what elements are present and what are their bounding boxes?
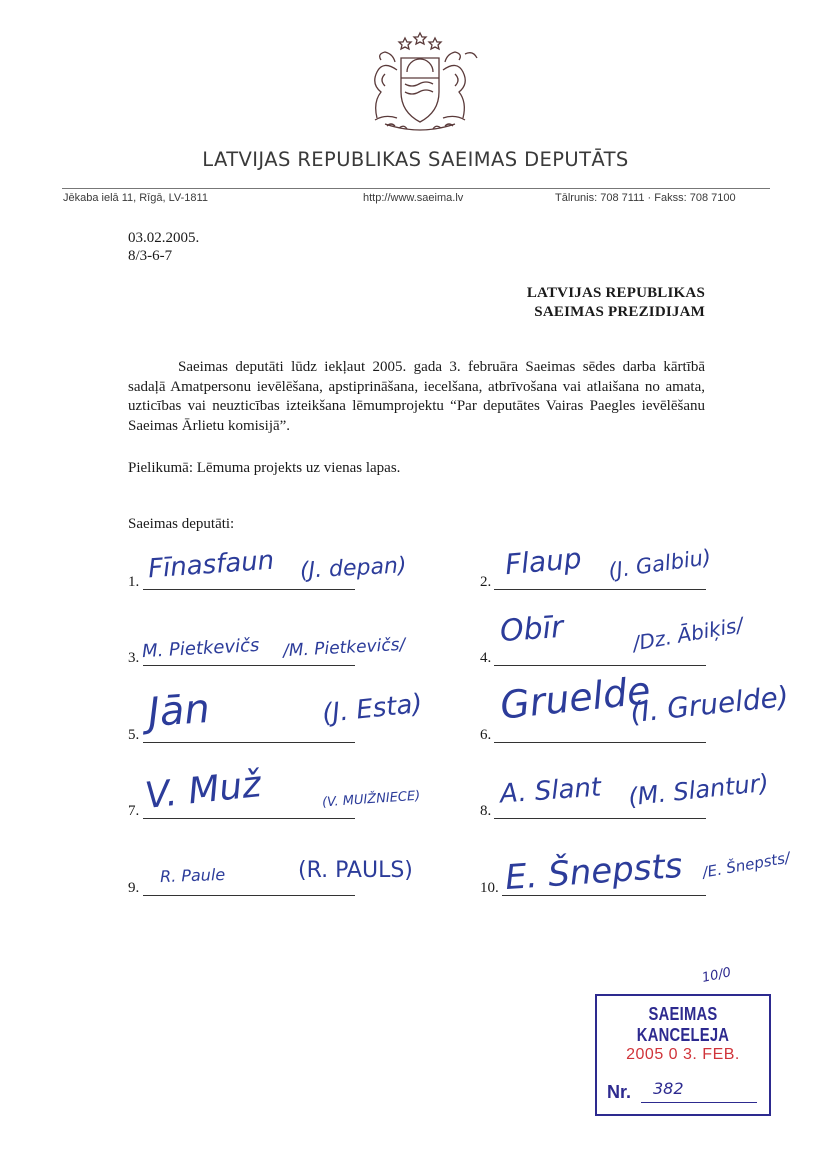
document-date: 03.02.2005. <box>128 230 200 246</box>
signature-number: 9. <box>128 880 140 896</box>
handwritten-printed-name: /Dz. Ābiķis/ <box>630 612 745 656</box>
signature-line <box>143 742 355 743</box>
handwritten-printed-name: (J. depan) <box>299 553 408 584</box>
stamp-nr-line <box>641 1102 757 1103</box>
handwritten-signature: M. Pietkevičs <box>141 634 260 663</box>
stamp-title: SAEIMAS KANCELEJA <box>636 1004 730 1045</box>
body-paragraph <box>128 358 705 436</box>
handwritten-printed-name: (I. Gruelde) <box>628 679 791 730</box>
signature-number: 5. <box>128 727 140 743</box>
letterhead-divider <box>62 188 770 189</box>
handwritten-signature: Obīr <box>498 609 565 650</box>
signature-number: 3. <box>128 650 140 666</box>
handwritten-signature: E. Šnepsts <box>503 845 684 899</box>
handwritten-printed-name: /M. Pietkevičs/ <box>282 634 406 662</box>
signature-line <box>494 818 706 819</box>
handwritten-signature: R. Paule <box>159 864 226 887</box>
addressee-line1: LATVIJAS REPUBLIKAS <box>526 285 705 301</box>
handwritten-printed-name: (J. Esta) <box>320 688 424 730</box>
handwritten-signature: Fīnasfaun <box>147 545 276 585</box>
signatures-heading: Saeimas deputāti: <box>128 516 235 532</box>
signature-number: 7. <box>128 803 140 819</box>
signature-line <box>494 665 706 666</box>
registry-stamp <box>595 994 771 1116</box>
page-mark: 10/0 <box>700 965 733 986</box>
letterhead-website: http://www.saeima.lv <box>363 192 464 204</box>
attachment-note: Pielikumā: Lēmuma projekts uz vienas lapas. <box>128 460 401 476</box>
handwritten-signature: Jān <box>146 685 212 737</box>
handwritten-printed-name: (R. PAULS) <box>298 858 413 883</box>
signature-number: 8. <box>480 803 492 819</box>
handwritten-signature: A. Slant <box>499 772 603 810</box>
body-paragraph-text: Saeimas deputāti lūdz iekļaut 2005. gada 3. februāra Saeimas sēdes darba kārtībā sadaļā Amatpersonu ievēlēšana, apstiprināšana, iecelšana, atbrīvošana vai atlaišana no amata, uzticības vai neuzticības izteikšana lēmumprojektu “Par deputātes Vairas Paegles ievēlēšanu Saeimas Ārlietu komisijā”. <box>128 359 705 434</box>
handwritten-printed-name: (M. Slantur) <box>626 768 771 812</box>
letterhead-title: LATVIJAS REPUBLIKAS SAEIMAS DEPUTĀTS <box>202 148 629 171</box>
handwritten-signature: V. Muž <box>143 764 263 817</box>
handwritten-printed-name: (J. Galbiu) <box>606 544 713 584</box>
signature-line <box>143 895 355 896</box>
signature-number: 2. <box>480 574 492 590</box>
signature-line <box>143 818 355 819</box>
addressee <box>510 284 705 322</box>
stamp-nr-label: Nr. <box>607 1082 632 1102</box>
latvia-coat-of-arms-icon <box>355 30 485 132</box>
letterhead-address: Jēkaba ielā 11, Rīgā, LV-1811 <box>63 192 208 204</box>
signature-line <box>143 589 355 590</box>
signature-line <box>143 665 355 666</box>
handwritten-printed-name: (V. MUIŽNIECE) <box>321 788 421 811</box>
signature-number: 6. <box>480 727 492 743</box>
signature-number: 1. <box>128 574 140 590</box>
signature-line <box>494 589 706 590</box>
signature-number: 4. <box>480 650 492 666</box>
stamp-nr-value: 382 <box>653 1079 684 1098</box>
handwritten-signature: Flaup <box>503 541 583 582</box>
signature-number: 10. <box>480 880 499 896</box>
signature-line <box>494 742 706 743</box>
letterhead-phone-fax: Tālrunis: 708 7111 · Fakss: 708 7100 <box>555 192 736 204</box>
document-reference: 8/3-6-7 <box>128 248 173 264</box>
handwritten-signature: Gruelde <box>498 668 653 728</box>
handwritten-printed-name: /E. Šnepsts/ <box>701 848 792 882</box>
stamp-date: 2005 0 3. FEB. <box>626 1046 740 1063</box>
addressee-line2: SAEIMAS PREZIDIJAM <box>534 304 705 320</box>
